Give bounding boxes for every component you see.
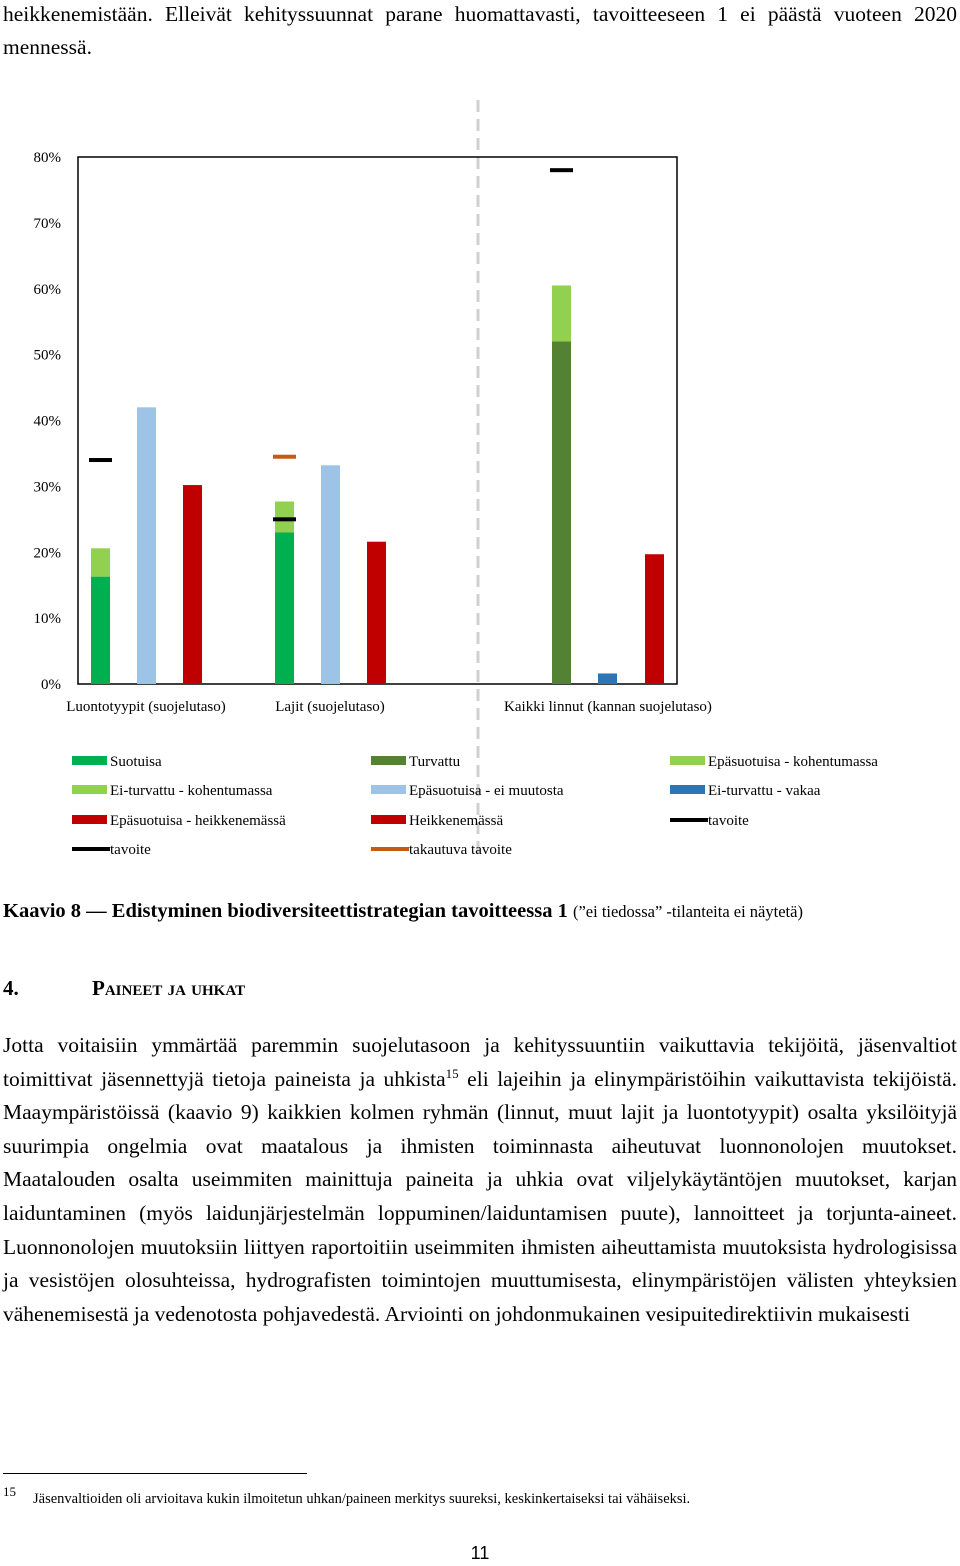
section-number: 4. [3,976,19,1000]
bar-segment [321,465,340,684]
bar-segment [91,548,110,576]
caption-title: Kaavio 8 — Edistyminen biodiversiteettistrategian tavoitteessa 1 [3,900,568,922]
legend-swatch [371,756,406,765]
legend-label: takautuva tavoite [409,842,512,858]
intro-text: heikkenemistään. Elleivät kehityssuunnat parane huomattavasti, tavoitteeseen 1 ei päästä vuoteen 2020 mennessä. [3,2,957,59]
bar-segment [552,285,571,341]
bar-segment [137,407,156,684]
y-tick-label: 20% [33,545,61,562]
legend-label: Epäsuotuisa - heikkenemässä [110,813,286,829]
legend-swatch [670,756,705,765]
legend-swatch [371,815,406,824]
y-tick-label: 60% [33,281,61,298]
paragraph-text-start: Jotta voitaisiin ymmärtää paremmin suojelutasoon ja kehityssuuntiin vaikuttavia tekijöitä, jäsenvaltiot toimittivat jäsennettyjä tietoja paineista ja uhkista [3,1033,957,1091]
bar-segment [275,502,294,533]
target-marker [273,517,296,521]
legend-line [670,818,708,822]
legend-label: Turvattu [409,754,461,770]
bar-segment [645,554,664,684]
y-tick-label: 50% [33,347,61,364]
legend-label: tavoite [708,813,749,829]
bar-segment [183,485,202,684]
legend-label: Ei-turvattu - kohentumassa [110,783,273,799]
legend-label: Epäsuotuisa - kohentumassa [708,754,878,770]
page-number: 11 [470,1543,490,1563]
bar-segment [367,542,386,684]
legend-swatch [72,815,107,824]
progress-chart [0,95,960,870]
caption-note: (”ei tiedossa” -tilanteita ei näytetä) [572,902,803,921]
y-tick-label: 40% [33,413,61,430]
section-title: Paineet ja uhkat [92,976,246,1000]
category-label: Luontotyypit (suojelutaso) [66,699,226,715]
legend-label: tavoite [110,842,151,858]
bar-segment [275,532,294,684]
legend-label: Epäsuotuisa - ei muutosta [409,783,564,799]
chart-caption [3,900,957,923]
legend-swatch [72,785,107,794]
legend-swatch [371,785,406,794]
footnote-divider [3,1473,307,1474]
category-label: Kaikki linnut (kannan suojelutaso) [504,699,712,715]
y-tick-label: 0% [41,677,61,693]
footnote-text: Jäsenvaltioiden oli arvioitava kukin ilmoitetun uhkan/paineen merkitys suureksi, keskinkertaiseksi tai vähäiseksi. [33,1491,691,1507]
bar-segment [552,341,571,684]
legend-line [72,847,110,851]
target-marker [89,458,112,462]
legend-label: Ei-turvattu - vakaa [708,783,821,799]
legend-label: Suotuisa [110,754,162,770]
legend-swatch [670,785,705,794]
footnote-number: 15 [3,1484,16,1499]
section-heading [3,976,245,1001]
footnote-reference[interactable]: 15 [445,1065,459,1081]
y-tick-label: 80% [33,150,61,166]
y-tick-label: 30% [33,479,61,496]
target-marker [550,168,573,172]
y-tick-label: 70% [33,215,61,232]
bar-segment [91,577,110,684]
legend-label: Heikkenemässä [409,813,504,829]
category-label: Lajit (suojelutaso) [275,699,385,715]
legend-swatch [72,756,107,765]
legend-line [371,847,409,851]
target-marker [273,455,296,459]
body-paragraph [3,1029,957,1331]
paragraph-text-end: eli lajeihin ja elinympäristöihin vaikuttavista tekijöistä. Maaympäristöissä (kaavio 9) kaikkien kolmen ryhmän (linnut, muut lajit ja luontotyypit) osalta yksilöityjä suurimpia ongelmia ovat maatalous ja ihmisten toiminnasta aiheutuvat luonnonolojen muutokset. Maatalouden osalta useimmiten mainittuja paineita ja uhkia ovat viljelykäytäntöjen muutokset, karjan laiduntaminen (myös laidunjärjestelmän loppuminen/laiduntamisen puute), lannoitteet ja torjunta-aineet. Luonnonolojen muutoksiin liittyen raportoitiin useimmiten ihmisten aiheuttamista muutoksista hydrologisissa ja vesistöjen olosuhteissa, hydrografisten toimintojen muuttumisesta, elinympäristöjen välisten yhteyksien vähenemisestä ja vedenotosta pohjavedestä. Arviointi on johdonmukainen vesipuitedirektiivin mukaisesti [3,1066,958,1326]
bar-segment [598,673,617,684]
y-tick-label: 10% [33,611,61,628]
